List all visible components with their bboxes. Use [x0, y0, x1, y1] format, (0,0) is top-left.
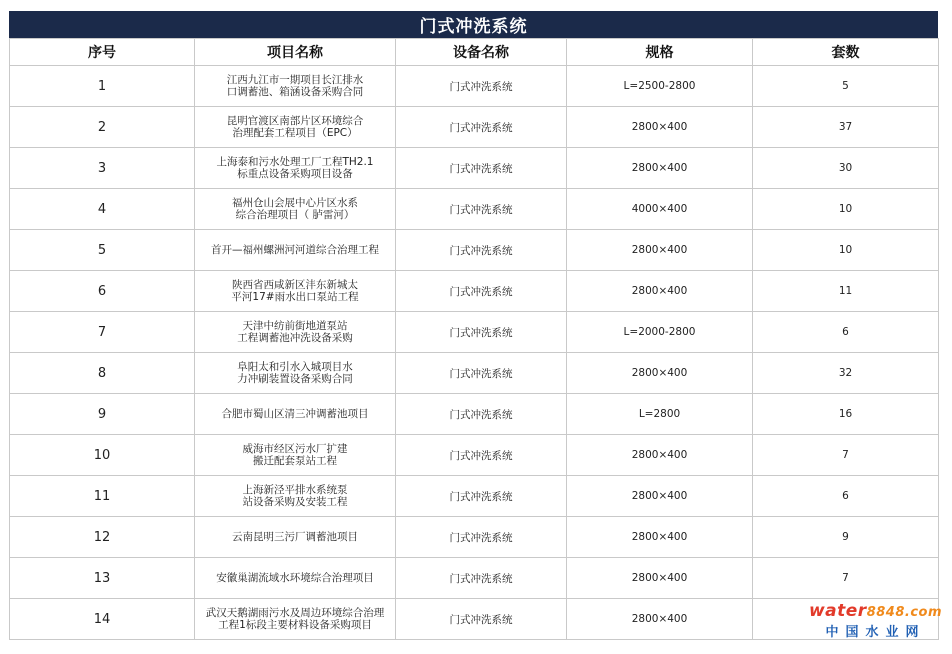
header-no: 序号 — [10, 39, 195, 66]
table-row — [10, 599, 939, 640]
table-row — [10, 271, 939, 312]
cell-project — [195, 312, 396, 353]
water8848-logo — [809, 601, 942, 640]
project-name-line: 上海新泾平排水系统泵 — [242, 484, 348, 496]
project-name-line: 云南昆明三污厂调蓄池项目 — [232, 531, 358, 543]
table-row — [10, 66, 939, 107]
header-row — [10, 39, 939, 66]
logo-chinese-name: 中国水业网 — [825, 625, 926, 640]
header-spec: 规格 — [567, 39, 753, 66]
project-name-line: 武汉天鹅湖雨污水及周边环境综合治理 — [205, 607, 385, 619]
cell-spec: 2800×400 — [567, 271, 753, 312]
cell-no: 12 — [10, 517, 195, 558]
cell-no: 5 — [10, 230, 195, 271]
project-name-line: 陕西省西咸新区沣东新城太 — [232, 279, 358, 291]
cell-project — [195, 148, 396, 189]
header-qty: 套数 — [753, 39, 939, 66]
cell-qty: 16 — [753, 394, 939, 435]
table-row — [10, 476, 939, 517]
cell-qty: 10 — [753, 189, 939, 230]
cell-project — [195, 558, 396, 599]
project-name-line: 福州仓山会展中心片区水系 — [232, 197, 358, 209]
cell-no: 1 — [10, 66, 195, 107]
cell-qty: 10 — [753, 230, 939, 271]
header-project: 项目名称 — [195, 39, 396, 66]
cell-project — [195, 230, 396, 271]
cell-device: 门式冲洗系统 — [396, 271, 567, 312]
cell-qty: 30 — [753, 148, 939, 189]
project-name-line: 威海市经区污水厂扩建 — [242, 443, 348, 455]
cell-qty: 6 — [753, 476, 939, 517]
cell-device: 门式冲洗系统 — [396, 476, 567, 517]
table-row — [10, 189, 939, 230]
project-name-line: 平河17#雨水出口泵站工程 — [231, 291, 359, 303]
cell-qty: 7 — [753, 558, 939, 599]
cell-device: 门式冲洗系统 — [396, 353, 567, 394]
project-name-line: 天津中纺前街地道泵站 — [242, 320, 348, 332]
cell-qty: 6 — [753, 312, 939, 353]
cell-no: 2 — [10, 107, 195, 148]
cell-project — [195, 435, 396, 476]
table-row — [10, 107, 939, 148]
table-row — [10, 517, 939, 558]
cell-qty: 11 — [753, 271, 939, 312]
cell-spec: 4000×400 — [567, 189, 753, 230]
cell-device: 门式冲洗系统 — [396, 230, 567, 271]
project-name-line: 站设备采购及安装工程 — [242, 496, 348, 508]
project-name-line: 阜阳太和引水入城项目水 — [237, 361, 353, 373]
cell-device: 门式冲洗系统 — [396, 148, 567, 189]
project-table — [9, 38, 939, 640]
cell-device: 门式冲洗系统 — [396, 435, 567, 476]
flush-system-table-panel — [9, 11, 938, 640]
cell-no: 14 — [10, 599, 195, 640]
cell-no: 13 — [10, 558, 195, 599]
table-row — [10, 435, 939, 476]
cell-spec: L=2000-2800 — [567, 312, 753, 353]
project-name-line: 口调蓄池、箱涵设备采购合同 — [226, 86, 364, 98]
cell-device: 门式冲洗系统 — [396, 599, 567, 640]
cell-project — [195, 353, 396, 394]
cell-device: 门式冲洗系统 — [396, 394, 567, 435]
cell-no: 8 — [10, 353, 195, 394]
cell-project — [195, 66, 396, 107]
cell-no: 7 — [10, 312, 195, 353]
cell-project — [195, 517, 396, 558]
cell-spec: 2800×400 — [567, 230, 753, 271]
table-row — [10, 353, 939, 394]
project-name-line: 江西九江市一期项目长江排水 — [226, 74, 364, 86]
cell-spec: 2800×400 — [567, 353, 753, 394]
table-row — [10, 148, 939, 189]
project-name-line: 安徽巢湖流域水环境综合治理项目 — [216, 572, 374, 584]
cell-device: 门式冲洗系统 — [396, 107, 567, 148]
project-name-line: 工程1标段主要材料设备采购项目 — [218, 619, 372, 631]
cell-no: 6 — [10, 271, 195, 312]
cell-device: 门式冲洗系统 — [396, 312, 567, 353]
cell-project — [195, 394, 396, 435]
table-row — [10, 312, 939, 353]
cell-device: 门式冲洗系统 — [396, 189, 567, 230]
cell-project — [195, 599, 396, 640]
project-name-line: 昆明官渡区南部片区环境综合 — [226, 115, 364, 127]
table-row — [10, 230, 939, 271]
cell-spec: L=2500-2800 — [567, 66, 753, 107]
table-body — [10, 66, 939, 640]
cell-no: 10 — [10, 435, 195, 476]
project-name-line: 标重点设备采购项目设备 — [237, 168, 353, 180]
project-name-line: 治理配套工程项目（EPC） — [232, 127, 358, 139]
header-device: 设备名称 — [396, 39, 567, 66]
cell-device: 门式冲洗系统 — [396, 558, 567, 599]
project-name-line: 上海泰和污水处理工厂工程TH2.1 — [216, 156, 374, 168]
table-row — [10, 394, 939, 435]
project-name-line: 综合治理项目（ 胪雷河） — [235, 209, 355, 221]
cell-no: 9 — [10, 394, 195, 435]
project-name-line: 工程调蓄池冲洗设备采购 — [237, 332, 353, 344]
project-name-line: 首开—福州螺洲河河道综合治理工程 — [211, 244, 379, 256]
project-name-line: 搬迁配套泵站工程 — [253, 455, 337, 467]
cell-qty: 32 — [753, 353, 939, 394]
cell-qty: 5 — [753, 66, 939, 107]
cell-qty: 9 — [753, 517, 939, 558]
cell-spec: 2800×400 — [567, 148, 753, 189]
cell-project — [195, 271, 396, 312]
cell-spec: 2800×400 — [567, 435, 753, 476]
cell-no: 3 — [10, 148, 195, 189]
table-row — [10, 558, 939, 599]
cell-device: 门式冲洗系统 — [396, 66, 567, 107]
cell-spec: 2800×400 — [567, 476, 753, 517]
cell-device: 门式冲洗系统 — [396, 517, 567, 558]
cell-qty: 7 — [753, 435, 939, 476]
logo-wordmark: water8848.com — [808, 601, 942, 621]
cell-spec: 2800×400 — [567, 107, 753, 148]
cell-no: 4 — [10, 189, 195, 230]
table-title: 门式冲洗系统 — [9, 11, 938, 38]
cell-spec: 2800×400 — [567, 558, 753, 599]
cell-project — [195, 107, 396, 148]
project-name-line: 力冲刷装置设备采购合同 — [237, 373, 353, 385]
project-name-line: 合肥市蜀山区清三冲调蓄池项目 — [221, 408, 369, 420]
cell-spec: L=2800 — [567, 394, 753, 435]
cell-project — [195, 476, 396, 517]
cell-project — [195, 189, 396, 230]
cell-no: 11 — [10, 476, 195, 517]
cell-qty: 37 — [753, 107, 939, 148]
cell-spec: 2800×400 — [567, 599, 753, 640]
cell-spec: 2800×400 — [567, 517, 753, 558]
